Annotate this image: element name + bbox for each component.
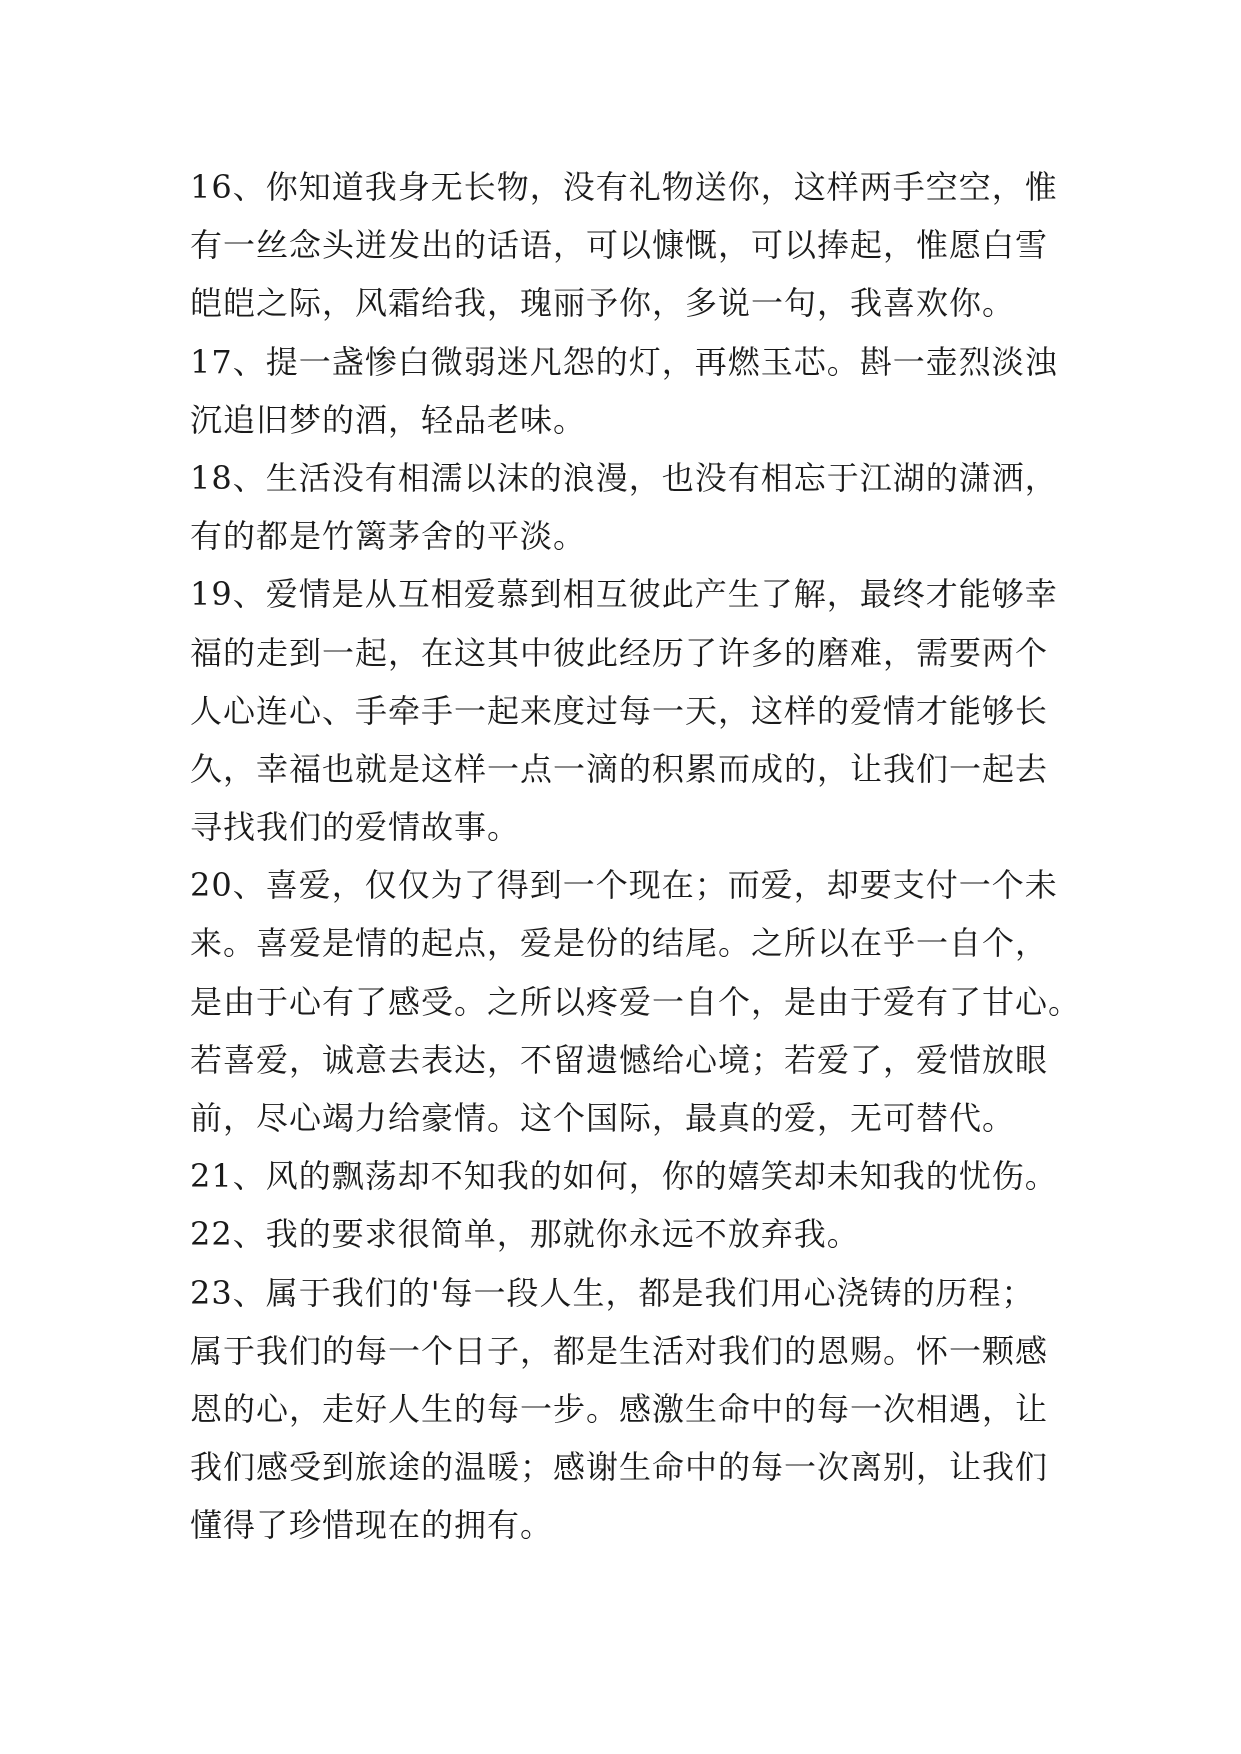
- document-body: [190, 158, 1082, 1555]
- text-line: 16、你知道我身无长物，没有礼物送你，这样两手空空，惟: [190, 168, 1058, 206]
- text-line: 懂得了珍惜现在的拥有。: [190, 1506, 554, 1545]
- text-line: 若喜爱，诚意去表达，不留遗憾给心境；若爱了，爱惜放眼: [190, 1040, 1049, 1079]
- text-line: 21、风的飘荡却不知我的如何，你的嬉笑却未知我的忧伤。: [190, 1157, 1058, 1196]
- text-line: 我们感受到旅途的温暖；感谢生命中的每一次离别，让我们: [190, 1448, 1049, 1487]
- text-line: 有一丝念头迸发出的话语，可以慷慨，可以捧起，惟愿白雪: [190, 226, 1049, 265]
- text-line: 20、喜爱，仅仅为了得到一个现在；而爱，却要支付一个未: [190, 866, 1058, 905]
- text-line: 19、爱情是从互相爱慕到相互彼此产生了解，最终才能够幸: [190, 575, 1058, 614]
- text-line: 人心连心、手牵手一起来度过每一天，这样的爱情才能够长: [190, 691, 1049, 730]
- text-line: 皑皑之际，风霜给我，瑰丽予你，多说一句，我喜欢你。: [190, 284, 1016, 323]
- text-line: 属于我们的每一个日子，都是生活对我们的恩赐。怀一颗感: [190, 1331, 1049, 1370]
- text-line: 有的都是竹篱茅舍的平淡。: [190, 517, 587, 556]
- text-line: 17、提一盏惨白微弱迷凡怨的灯，再燃玉芯。斟一壶烈淡浊: [190, 342, 1058, 381]
- text-line: 23、属于我们的'每一段人生，都是我们用心浇铸的历程；: [190, 1273, 1035, 1312]
- text-line: 是由于心有了感受。之所以疼爱一自个，是由于爱有了甘心。: [190, 982, 1082, 1021]
- text-line: 来。喜爱是情的起点，爱是份的结尾。之所以在乎一自个，: [190, 924, 1049, 963]
- text-line: 久，幸福也就是这样一点一滴的积累而成的，让我们一起去: [190, 749, 1049, 788]
- text-line: 寻找我们的爱情故事。: [190, 808, 521, 847]
- text-line: 22、我的要求很简单，那就你永远不放弃我。: [190, 1215, 860, 1254]
- text-line: 恩的心，走好人生的每一步。感激生命中的每一次相遇，让: [190, 1389, 1049, 1428]
- text-line: 前，尽心竭力给豪情。这个国际，最真的爱，无可替代。: [190, 1099, 1016, 1137]
- text-line: 沉追旧梦的酒，轻品老味。: [190, 400, 587, 439]
- text-line: 福的走到一起，在这其中彼此经历了许多的磨难，需要两个: [190, 633, 1049, 672]
- text-line: 18、生活没有相濡以沫的浪漫，也没有相忘于江湖的潇洒，: [190, 458, 1058, 497]
